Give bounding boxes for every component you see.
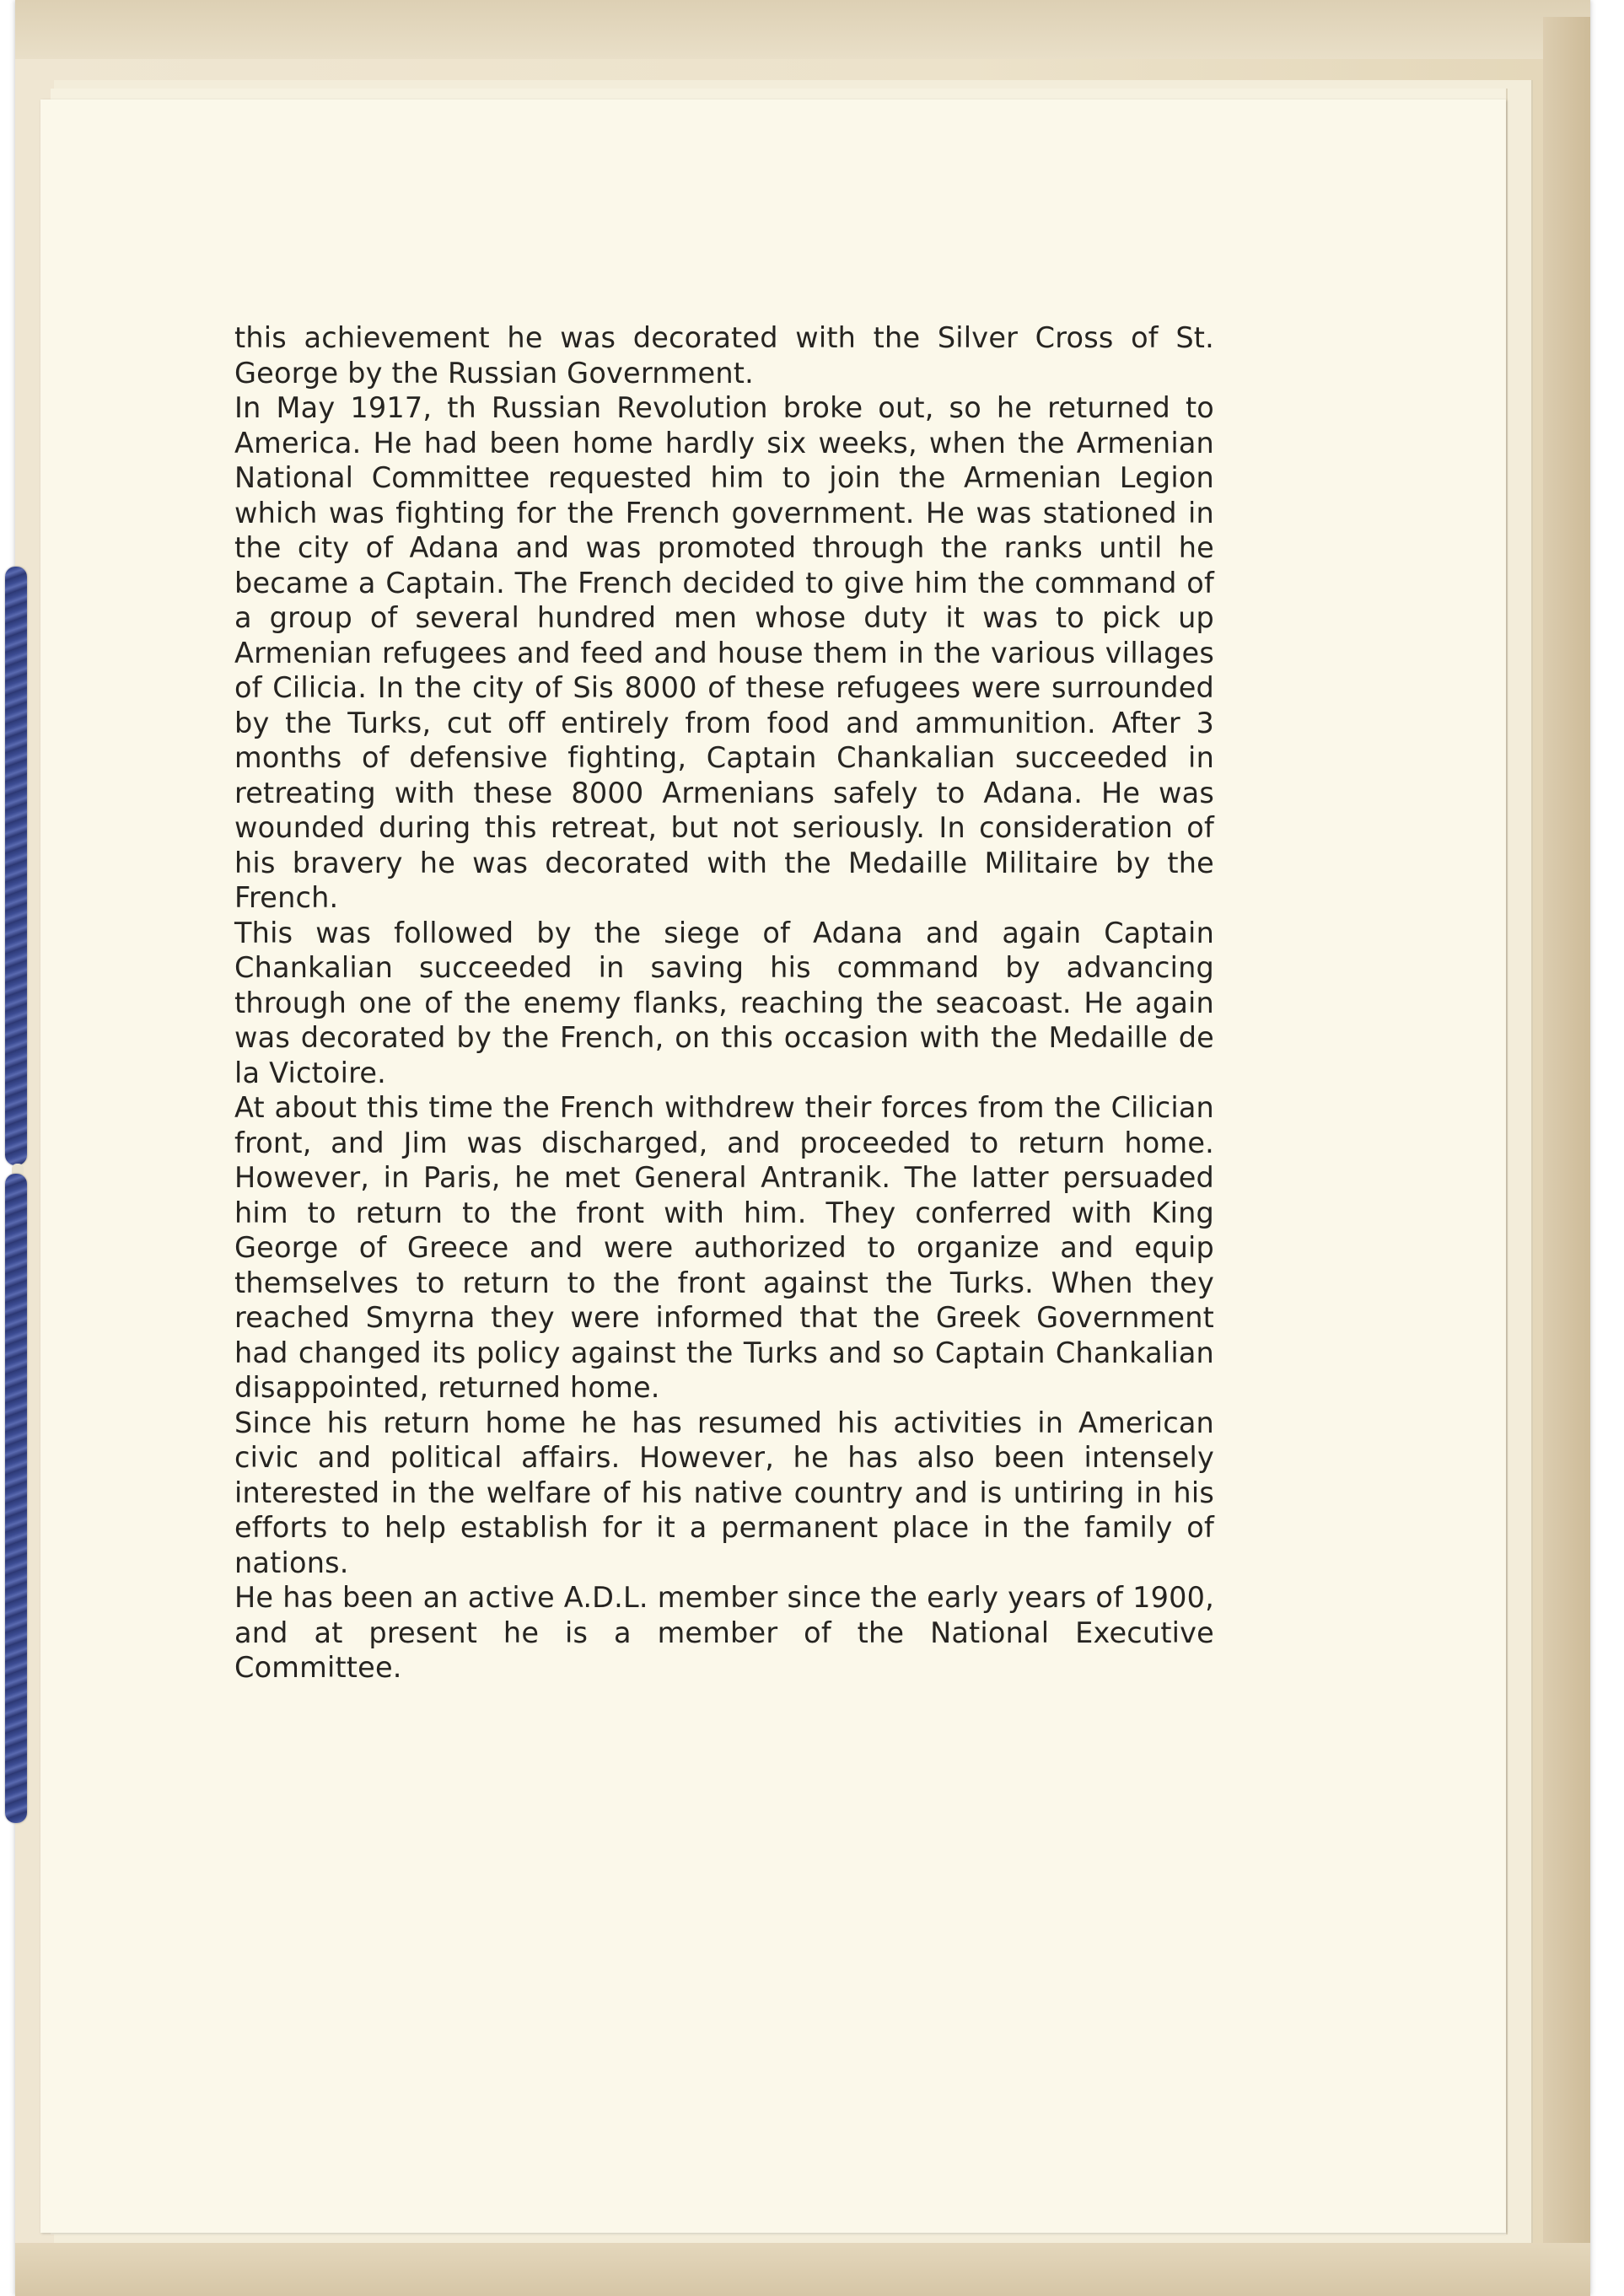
paragraph: At about this time the French withdrew their forces from the Cilician front, and Jim was discharged, and proceeded to return home. However, in Paris, he met General Antranik. The latter persuaded him to return to the front with him. They conferred with King George of Greece and were authorized to organize and equip themselves to return to the front against the Turks. When they reached Smyrna they were informed that the Greek Government had changed its policy against the Turks and so Captain Chankalian disappointed, returned home. bbox=[234, 1091, 1214, 1404]
binding-thread bbox=[5, 1174, 27, 1823]
paragraph: He has been an active A.D.L. member since the early years of 1900, and at present he is a member of the National Executive Committee. bbox=[234, 1581, 1214, 1684]
paragraph: this achievement he was decorated with the Silver Cross of St. George by the Russian Government. bbox=[234, 321, 1214, 390]
cover-top-edge bbox=[15, 0, 1590, 59]
body-text bbox=[234, 320, 1214, 1686]
cover-bottom-edge bbox=[15, 2243, 1590, 2296]
paragraph: Since his return home he has resumed his activities in American civic and political affairs. However, he has also been intensely interested in the welfare of his native country and is untiring in his efforts to help establish for it a permanent place in the family of nations. bbox=[234, 1406, 1214, 1579]
paragraph: This was followed by the siege of Adana and again Captain Chankalian succeeded in saving his command by advancing through one of the enemy flanks, reaching the seacoast. He again was decorated by the French, on this occasion with the Medaille de la Victoire. bbox=[234, 916, 1214, 1089]
paragraph: In May 1917, th Russian Revolution broke out, so he returned to America. He had been home hardly six weeks, when the Armenian National Committee requested him to join the Armenian Legion which was fighting for the French government. He was stationed in the city of Adana and was promoted through the ranks until he became a Captain. The French decided to give him the command of a group of several hundred men whose duty it was to pick up Armenian refugees and feed and house them in the various villages of Cilicia. In the city of Sis 8000 of these refugees were surrounded by the Turks, cut off entirely from food and ammunition. After 3 months of defensive fighting, Captain Chankalian succeeded in retreating with these 8000 Armenians safely to Adana. He was wounded during this retreat, but not seriously. In consideration of his bravery he was decorated with the Medaille Militaire by the French. bbox=[234, 391, 1214, 914]
cover-right-edge bbox=[1543, 17, 1590, 2260]
binding-thread bbox=[5, 567, 27, 1165]
